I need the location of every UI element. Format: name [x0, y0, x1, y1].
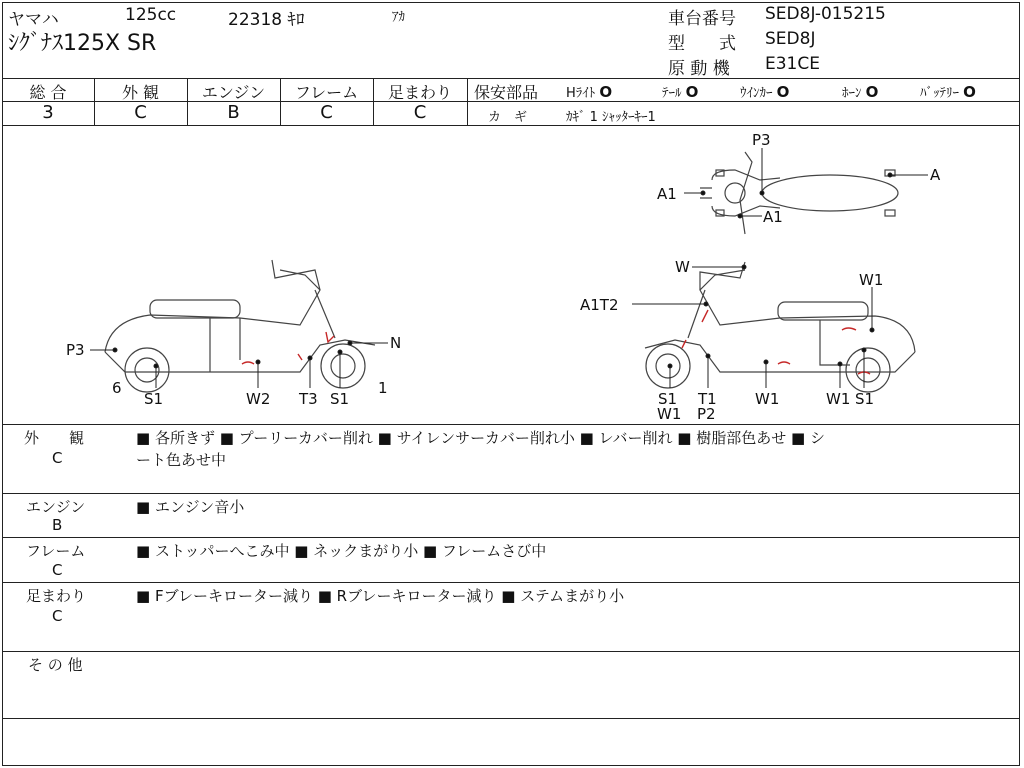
- label-right-w1b: W1: [755, 390, 780, 408]
- label-left-s1a: S1: [144, 390, 164, 408]
- label-right-s1b: S1: [855, 390, 875, 408]
- label-left-s1b: S1: [330, 390, 350, 408]
- remark-suspension-label: 足まわり: [26, 587, 87, 605]
- safety-item-tail: ﾃｰﾙ O: [662, 83, 699, 101]
- label-top-p3: P3: [752, 131, 771, 149]
- rating-suspension-label: 足まわり: [387, 83, 452, 102]
- rating-exterior-label: 外 観: [121, 83, 160, 102]
- remark-exterior-grade: C: [52, 449, 63, 467]
- remark-suspension-line-1: ■ Fブレーキローター減り ■ Rブレーキローター減り ■ ステムまがり小: [136, 587, 625, 605]
- type-label: 型 式: [668, 34, 736, 54]
- label-left-1: 1: [378, 379, 388, 397]
- label-right-s1: S1: [658, 390, 678, 408]
- engine-value: E31CE: [765, 54, 820, 74]
- label-left-6: 6: [112, 379, 122, 397]
- displacement: 125cc: [125, 5, 177, 25]
- engine-label: 原 動 機: [668, 59, 730, 79]
- rating-frame-label: フレーム: [294, 83, 359, 102]
- label-right-t1: T1: [698, 390, 717, 408]
- remark-engine-line-1: ■ エンジン音小: [136, 498, 245, 516]
- model-name: ｼｸﾞﾅｽ125X SR: [8, 31, 157, 56]
- rating-suspension-value: C: [413, 102, 427, 123]
- mileage: 22318 ｷﾛ: [228, 10, 305, 30]
- label-right-p2: P2: [697, 405, 716, 423]
- scooter-left-view: [105, 260, 375, 392]
- key-value: ｶｷﾞ 1 ｼｬｯﾀｰｷｰ1: [566, 110, 656, 125]
- label-right-w1c: W1: [826, 390, 851, 408]
- type-value: SED8J: [765, 29, 816, 49]
- remark-other-label: そ の 他: [28, 656, 83, 674]
- remark-frame-line-1: ■ ストッパーへこみ中 ■ ネックまがり小 ■ フレームさび中: [136, 542, 547, 560]
- rating-engine-value: B: [227, 102, 240, 123]
- remark-engine-label: エンジン: [26, 498, 86, 516]
- remark-exterior-line-1: ■ 各所きず ■ プーリーカバー削れ ■ サイレンサーカバー削れ小 ■ レバー削れ ■ 樹脂部色あせ ■ シ: [136, 429, 825, 447]
- key-label: カ ギ: [488, 110, 528, 125]
- label-top-a1-left: A1: [657, 185, 677, 203]
- frame-no: SED8J-015215: [765, 4, 886, 24]
- safety-item-headlight: Hﾗｲﾄ O: [566, 83, 613, 101]
- remark-suspension-grade: C: [52, 607, 63, 625]
- safety-item-winker: ｳｲﾝｶｰ O: [740, 83, 790, 101]
- label-right-a1t2: A1T2: [580, 296, 619, 314]
- remark-exterior-line-2: ート色あせ中: [136, 451, 227, 469]
- label-right-w: W: [675, 258, 690, 276]
- remark-frame-grade: C: [52, 561, 63, 579]
- label-right-w1-top: W1: [859, 271, 884, 289]
- rating-exterior-value: C: [134, 102, 147, 123]
- rating-engine-label: エンジン: [201, 83, 266, 102]
- rating-frame-value: C: [320, 102, 333, 123]
- color: ｱｶ: [392, 10, 405, 25]
- label-left-w2: W2: [246, 390, 271, 408]
- label-left-p3: P3: [66, 341, 85, 359]
- rating-overall-value: 3: [42, 102, 54, 123]
- label-left-n: N: [390, 334, 402, 352]
- scooter-top-view: [700, 152, 898, 234]
- safety-label: 保安部品: [474, 83, 539, 102]
- label-right-w1a: W1: [657, 405, 682, 423]
- label-left-t3: T3: [299, 390, 318, 408]
- remark-exterior-label: 外 観: [24, 429, 85, 447]
- label-top-a: A: [930, 166, 941, 184]
- label-top-a1-bottom: A1: [763, 208, 783, 226]
- frame-no-label: 車台番号: [668, 9, 736, 29]
- safety-item-horn: ﾎｰﾝ O: [842, 83, 879, 101]
- maker: ヤマハ: [8, 10, 59, 30]
- rating-overall-label: 総 合: [29, 83, 67, 102]
- remark-engine-grade: B: [52, 516, 63, 534]
- safety-item-battery: ﾊﾞｯﾃﾘｰ O: [920, 83, 976, 101]
- remark-frame-label: フレーム: [26, 542, 86, 560]
